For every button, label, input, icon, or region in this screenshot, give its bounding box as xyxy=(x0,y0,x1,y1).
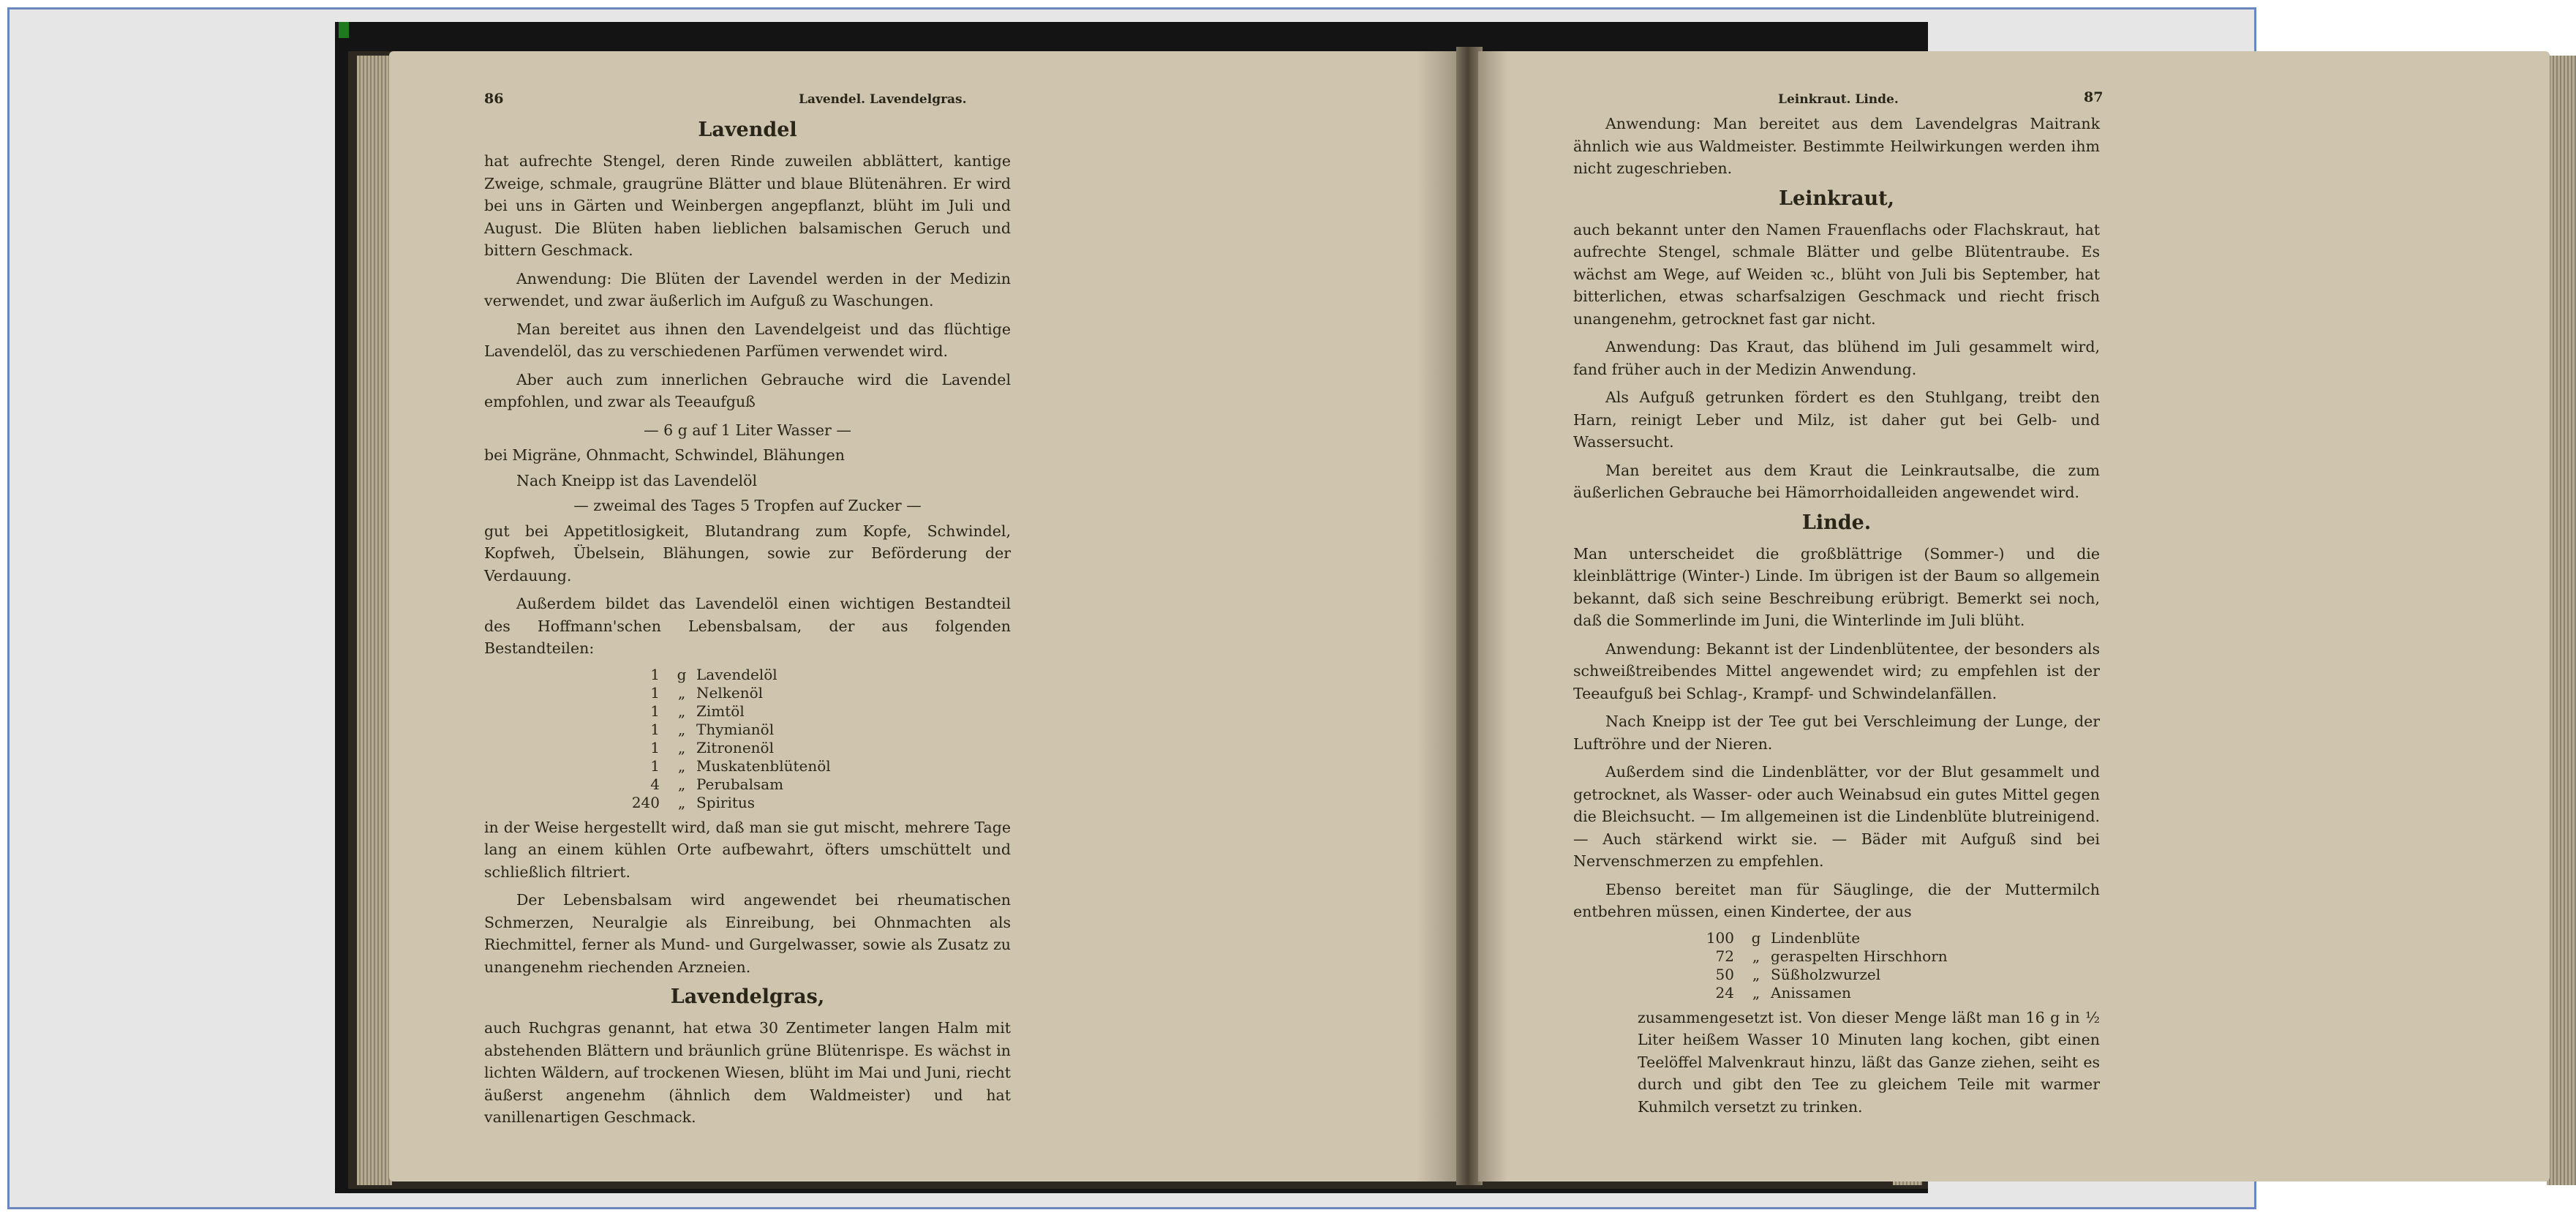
running-head: Leinkraut. Linde. xyxy=(1778,92,1899,107)
left-page-edges xyxy=(357,56,392,1185)
paragraph: gut bei Appetitlosigkeit, Blutandrang zum Kopfe, Schwindel, Kopfweh, Übelsein, Blähungen, sowie zur Beförderung der Verdauung. xyxy=(484,522,1011,585)
dosage-line: — 6 g auf 1 Liter Wasser — xyxy=(644,421,851,439)
recipe-list xyxy=(1573,929,2100,1002)
section-heading: Lavendelgras, xyxy=(670,985,825,1008)
paragraph: Man bereitet aus ihnen den Lavendelgeist und das flüchtige Lavendelöl, das zu verschiedenen Parfümen verwendet wird. xyxy=(484,320,1011,360)
page-number: 86 xyxy=(484,91,504,107)
paragraph: Man unterscheidet die großblättrige (Sommer-) und die kleinblättrige (Winter-) Linde. Im übrigen ist der Baum so allgemein bekannt, daß sich seine Beschreibung erübrigt. Bemerkt sei noch, daß die Sommerlinde im Juni, die Winterlinde im Juli blüht. xyxy=(1573,544,2100,629)
recipe-item: 1 „ Muskatenblütenöl xyxy=(650,756,831,775)
recipe-item: 24 „ Anissamen xyxy=(1715,983,1851,1002)
paragraph: Man bereitet aus dem Kraut die Leinkrautsalbe, die zum äußerlichen Gebrauche bei Hämorrhoidalleiden angewendet wird. xyxy=(1573,461,2100,501)
right-page-text xyxy=(1573,113,2100,1124)
running-head: Lavendel. Lavendelgras. xyxy=(799,92,967,107)
recipe-item: 1 „ Nelkenöl xyxy=(650,683,764,702)
right-page-edges xyxy=(2547,56,2576,1185)
paragraph: Anwendung: Das Kraut, das blühend im Juli gesammelt wird, fand früher auch in der Medizin Anwendung. xyxy=(1573,338,2100,378)
paragraph: zusammengesetzt ist. Von dieser Menge läßt man 16 g in ½ Liter heißem Wasser 10 Minuten lang kochen, gibt einen Teelöffel Malvenkraut hinzu, läßt das Ganze ziehen, seiht es durch und gibt den Tee zu gleichem Teile mit warmer Kuhmilch versetzt zu trinken. xyxy=(1638,1008,2100,1116)
recipe-item: 1 „ Zimtöl xyxy=(650,702,745,720)
paragraph: Der Lebensbalsam wird angewendet bei rheumatischen Schmerzen, Neuralgie als Einreibung, bei Ohnmachten als Riechmittel, ferner als Mund- und Gurgelwasser, sowie als Zusatz zu unangenehm riechenden Arzneien. xyxy=(484,891,1011,976)
paragraph: Anwendung: Man bereitet aus dem Lavendelgras Maitrank ähnlich wie aus Waldmeister. Bestimmte Heilwirkungen werden ihm nicht zugeschrieben. xyxy=(1573,115,2100,177)
paragraph: Außerdem sind die Lindenblätter, vor der Blut gesammelt und getrocknet, als Wasser- oder auch Weinabsud ein gutes Mittel gegen die Bleichsucht. — Im allgemeinen ist die Lindenblüte blutreinigend. — Auch stärkend wirkt sie. — Bäder mit Aufguß sind bei Nervenschmerzen zu empfehlen. xyxy=(1573,763,2100,870)
section-heading: Leinkraut, xyxy=(1779,187,1894,210)
right-page xyxy=(1478,51,2550,1181)
paragraph: auch bekannt unter den Namen Frauenflachs oder Flachskraut, hat aufrechte Stengel, schmale Blätter und gelbe Blütentraube. Es wächst am Wege, auf Weiden ꝛc., blüht von Juli bis September, hat bitterlichen, etwas scharfsalzigen Geschmack und riecht frisch unangenehm, getrocknet fast gar nicht. xyxy=(1573,220,2100,328)
recipe-item: 1 „ Zitronenöl xyxy=(650,738,774,756)
left-page-text xyxy=(484,111,1011,1135)
text-line: Nach Kneipp ist das Lavendelöl xyxy=(516,471,758,489)
paragraph: Ebenso bereitet man für Säuglinge, die der Muttermilch entbehren müssen, einen Kindertee, der aus xyxy=(1573,880,2100,920)
paragraph: Als Aufguß getrunken fördert es den Stuhlgang, treibt den Harn, reinigt Leber und Milz, ist daher gut bei Gelb- und Wassersucht. xyxy=(1573,388,2100,451)
paragraph: Außerdem bildet das Lavendelöl einen wichtigen Bestandteil des Hoffmann'schen Lebensbalsam, der aus folgenden Bestandteilen: xyxy=(484,595,1011,657)
page-number: 87 xyxy=(2084,89,2104,105)
recipe-item: 1 g Lavendelöl xyxy=(650,665,777,683)
paragraph: in der Weise hergestellt wird, daß man sie gut mischt, mehrere Tage lang an einem kühlen Orte aufbewahrt, öfters umschüttelt und schließlich filtriert. xyxy=(484,818,1011,881)
paragraph: Aber auch zum innerlichen Gebrauche wird die Lavendel empfohlen, und zwar als Teeaufguß xyxy=(484,370,1011,410)
recipe-item: 100 g Lindenblüte xyxy=(1706,928,1861,947)
text-line: bei Migräne, Ohnmacht, Schwindel, Blähungen xyxy=(484,446,846,464)
recipe-list xyxy=(484,666,1011,812)
section-heading: Linde. xyxy=(1801,511,1872,534)
recipe-item: 240 „ Spiritus xyxy=(631,793,756,811)
dosage-line: — zweimal des Tages 5 Tropfen auf Zucker — xyxy=(573,497,922,514)
bookmark-marker-icon xyxy=(339,22,349,38)
recipe-item: 50 „ Süßholzwurzel xyxy=(1715,965,1881,983)
book-scan xyxy=(335,22,2104,1193)
paragraph: auch Ruchgras genannt, hat etwa 30 Zentimeter langen Halm mit abstehenden Blättern und bräunlich grüne Blütenrispe. Es wächst in lichten Wäldern, auf trockenen Wiesen, blüht im Mai und Juni, riecht äußerst angenehm (ähnlich dem Waldmeister) und hat vanillenartigen Geschmack. xyxy=(484,1019,1011,1126)
paragraph: Anwendung: Bekannt ist der Lindenblütentee, der besonders als schweißtreibendes Mittel angewendet wird; zu empfehlen ist der Teeaufguß bei Schlag-, Krampf- und Schwindelanfällen. xyxy=(1573,639,2100,702)
left-page xyxy=(389,51,1461,1181)
paragraph: hat aufrechte Stengel, deren Rinde zuweilen abblättert, kantige Zweige, schmale, graugrüne Blätter und blaue Blütenähren. Er wird bei uns in Gärten und Weinbergen angepflanzt, blüht im Juli und August. Die Blüten haben lieblichen balsamischen Geruch und bittern Geschmack. xyxy=(484,152,1011,259)
paragraph: Nach Kneipp ist der Tee gut bei Verschleimung der Lunge, der Luftröhre und der Nieren. xyxy=(1573,713,2100,753)
recipe-item: 72 „ geraspelten Hirschhorn xyxy=(1715,947,1948,965)
recipe-item: 4 „ Perubalsam xyxy=(650,775,784,793)
recipe-item: 1 „ Thymianöl xyxy=(650,720,775,738)
paragraph: Anwendung: Die Blüten der Lavendel werden in der Medizin verwendet, und zwar äußerlich im Aufguß zu Waschungen. xyxy=(484,269,1011,309)
section-heading: Lavendel xyxy=(698,119,797,141)
